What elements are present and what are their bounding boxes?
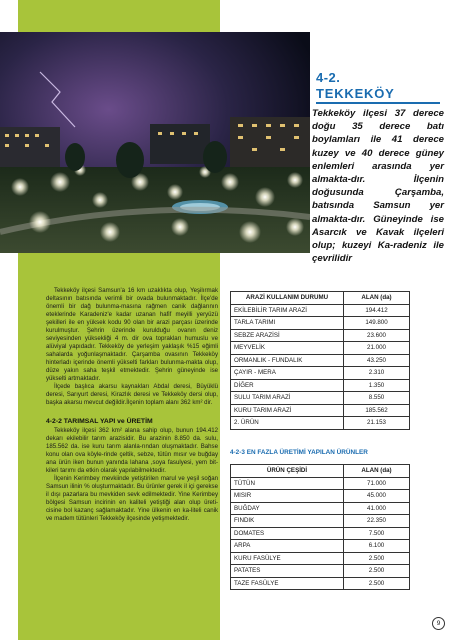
table-cell: 8.550 [344,392,410,405]
table-cell: 21.153 [344,417,410,430]
table-cell: MEYVELİK [231,342,344,355]
table-row [231,515,410,528]
table-row [231,367,410,380]
table-cell: TARLA TARIMI [231,317,344,330]
table-cell: 45.000 [344,490,410,503]
production-table [230,464,410,590]
section-heading: 4-2-2 TARIMSAL YAPI ve ÜRETİM [46,418,153,425]
table-cell: 194.412 [344,304,410,317]
table-row [231,552,410,565]
table-cell: EKİLEBİLİR TARIM ARAZİ [231,304,344,317]
column-header: ALAN (da) [344,292,410,305]
table-cell: 41.000 [344,502,410,515]
table-cell: ORMANLIK - FUNDALIK [231,354,344,367]
table-cell: 185.562 [344,404,410,417]
table-cell: 23.600 [344,329,410,342]
table-cell: 71.000 [344,477,410,490]
page-number: 9 [432,617,445,630]
production-table-title: 4-2-3 EN FAZLA ÜRETİMİ YAPILAN ÜRÜNLER [230,449,368,456]
table-cell: KURU TARIM ARAZİ [231,404,344,417]
table-header-row [231,292,410,305]
column-header: ARAZİ KULLANIM DURUMU [231,292,344,305]
table-row [231,354,410,367]
table-cell: 2. ÜRÜN [231,417,344,430]
table-cell: DİĞER [231,379,344,392]
body-paragraph: İlçenin Kerimbey mevkiinde yetiştirilen marul ve yeşil soğan Samsun ilinin % oluşturmaktadır. Bu ürünler gerek il içi gerekse il dışı pazarlara bu mevkiden sevk edilmektedir. Yine Kerimbey bölgesi Samsun incirinin en kaliteli yetiştiği alan olup üreti-cisine bol kazanç sağlamaktadır. Yine ülkenin en ka-liteli canik ve madem tütünleri Tekkeköy ilçesinde yetişmektedir. [46,475,218,522]
table-cell: 1.350 [344,379,410,392]
table-row [231,477,410,490]
table-row [231,379,410,392]
table-cell: 7.500 [344,527,410,540]
table-cell: BUĞDAY [231,502,344,515]
table-cell: PATATES [231,565,344,578]
table-row [231,540,410,553]
body-paragraph: Tekkeköy ilçesi Samsun'a 16 km uzaklıkta olup, Yeşilırmak deltasının batısında verimli bir ovada bulunmaktadır. İlçe'de önemli bir dağ bulunma-masına rağmen canik dağlarının eteklerinde Karadeniz'e kadar uzanan hafif meyilli yeryüzü şekilleri ile en yüksek kodu 90 olan bir arazi parçası üzerinde kurulmuştur. Şehrin üzerinde kurulduğu ovanın deniz seviyesinden yüksekliği 4 m. dir ova toprakları humuslu ve alüviyal yapıdadır. Tekkeköy de yerleşim yaklaşık %15 eğimli sahalarda yoğunlaşmaktadır. Çarşamba ovasının Tekkeköy hinterladı içerinde önemli yükselti farkları bulunma-makta olup, düze yakın saha teşkil etmektedir. Şehrin güneyinde ise yükselti artmaktadır. [46,287,218,382]
table-row [231,329,410,342]
intro-paragraph: Tekkeköy ilçesi 37 derece doğu 35 derece batı boylamları ile 41 derece kuzey ve 40 derece güney enlemleri arasında yer almakta-dır. İlçenin doğusunda Çarşamba, batısında Samsun yer almakta-dır. Güneyinde ise Asarcık ve Kavak ilçeleri olup; kuzeyi Ka-radeniz ile çevrilidir [312,108,444,265]
table-row [231,527,410,540]
table-cell: DOMATES [231,527,344,540]
table-cell: TÜTÜN [231,477,344,490]
table-cell: 6.100 [344,540,410,553]
table-cell: 2.500 [344,552,410,565]
table-cell: 43.250 [344,354,410,367]
body-text-column [46,287,218,523]
column-header: ÜRÜN ÇEŞİDİ [231,465,344,478]
table-cell: 22.350 [344,515,410,528]
section-title: TEKKEKÖY [316,86,395,101]
table-cell: 2.500 [344,565,410,578]
table-row [231,392,410,405]
table-cell: 2.500 [344,577,410,590]
body-paragraph: Tekkeköy ilçesi 362 km² alana sahip olup, bunun 194.412 dekarı ekilebilir tarım arazisidir. Bu arazinin 8.850 da. sulu, 185.562 da. ise kuru tarım alanla-rından oluşmaktadır. Bahse konu olan ova köyle-rinde çeltik, sebze, tütün mısır ve buğday ana ürün iken bunun yanında lahana ,soya fasulyesi, yem bit-kileri tarımı da etkin olarak yapılabilmektedir. [46,427,218,474]
section-number: 4-2. [316,70,341,85]
title-divider [316,102,440,104]
table-row [231,490,410,503]
table-cell: ARPA [231,540,344,553]
table-cell: 21.000 [344,342,410,355]
table-row [231,577,410,590]
table-row [231,404,410,417]
table-row [231,502,410,515]
table-row [231,417,410,430]
table-cell: ÇAYIR - MERA [231,367,344,380]
night-city-park-photo [0,32,310,253]
table-cell: FINDIK [231,515,344,528]
land-use-table [230,291,410,430]
table-row [231,304,410,317]
table-row [231,342,410,355]
table-cell: SULU TARIM ARAZİ [231,392,344,405]
table-cell: TAZE FASÜLYE [231,577,344,590]
table-cell: 149.800 [344,317,410,330]
table-header-row [231,465,410,478]
table-row [231,317,410,330]
table-cell: MISIR [231,490,344,503]
table-cell: SEBZE ARAZİSİ [231,329,344,342]
table-cell: 2.310 [344,367,410,380]
body-paragraph: İlçede başlıca akarsu kaynakları Abdal deresi, Büyüklü deresi, Sarıyurt deresi, Kirazlık deresi ve Tekkeköy dersi olup, başka akarsu mevcut değildir.İlçenin toplam alanı 362 km² dir. [46,383,218,406]
table-cell: KURU FASÜLYE [231,552,344,565]
column-header: ALAN (da) [344,465,410,478]
table-row [231,565,410,578]
